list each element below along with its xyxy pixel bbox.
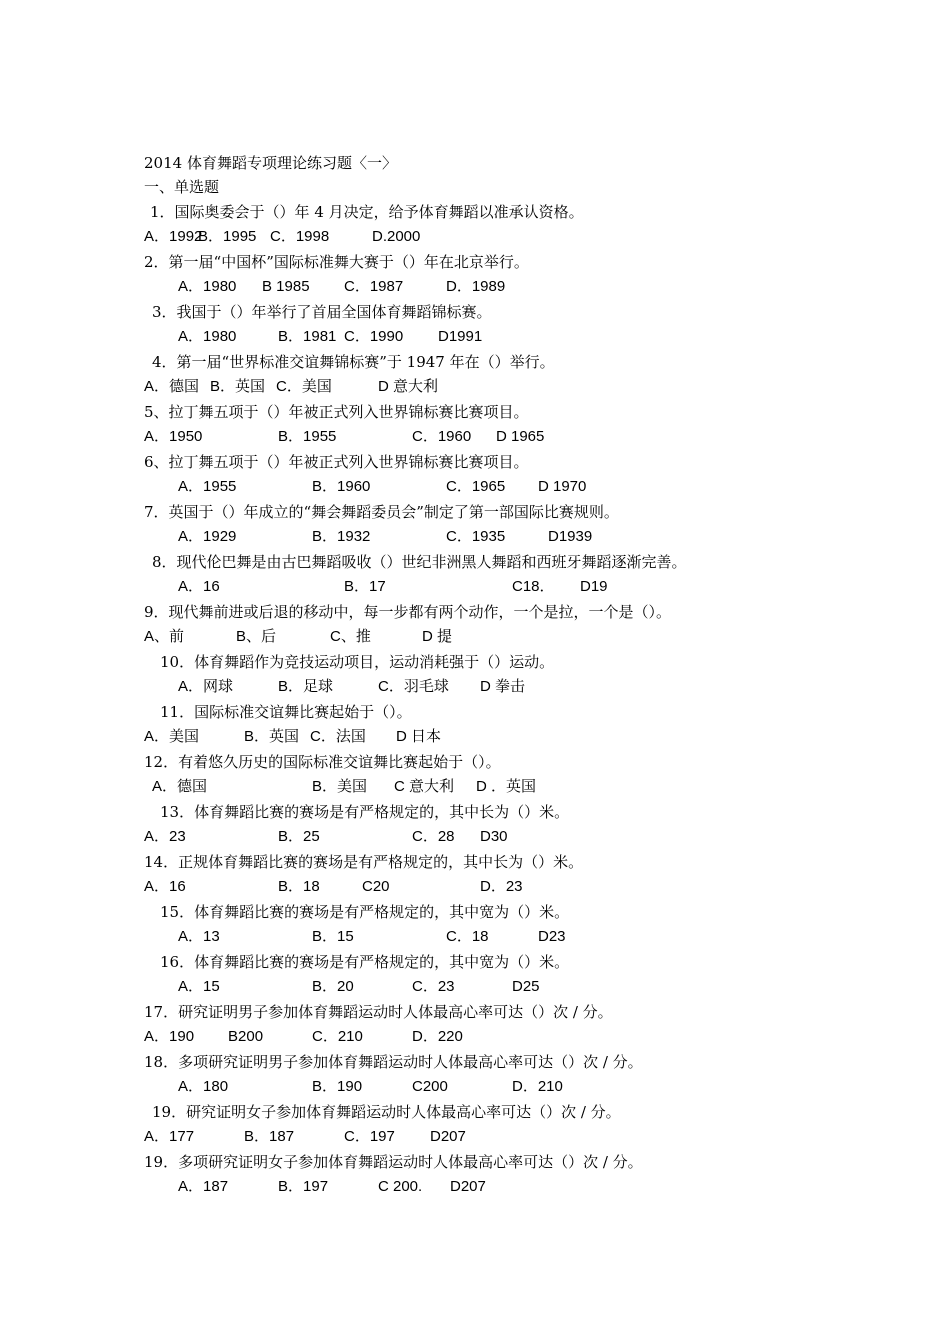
section-heading: 一、单选题 bbox=[144, 178, 220, 196]
question-7-option-a: A．1929 bbox=[178, 528, 237, 545]
question-15-text: 15．体育舞蹈比赛的赛场是有严格规定的，其中宽为（）米。 bbox=[160, 903, 570, 921]
question-17-option-d: D．220 bbox=[412, 1028, 463, 1045]
question-1-option-c: C．1998 bbox=[270, 228, 330, 245]
question-14-text: 14．正规体育舞蹈比赛的赛场是有严格规定的，其中长为（）米。 bbox=[144, 853, 584, 871]
question-8-option-d: D19 bbox=[580, 578, 608, 595]
question-4-option-b: B．英国 bbox=[210, 378, 266, 395]
question-3-text: 3．我国于（）年举行了首届全国体育舞蹈锦标赛。 bbox=[152, 303, 492, 321]
question-3-option-d: D1991 bbox=[438, 328, 483, 345]
question-15-option-a: A．13 bbox=[178, 928, 220, 945]
question-4-option-c: C．美国 bbox=[276, 378, 332, 395]
question-1-option-d: D.2000 bbox=[372, 228, 421, 245]
question-15-option-d: D23 bbox=[538, 928, 566, 945]
question-20-option-b: B．197 bbox=[278, 1178, 329, 1195]
question-17-option-c: C．210 bbox=[312, 1028, 363, 1045]
question-10-option-b: B．足球 bbox=[278, 678, 334, 695]
question-8-option-a: A．16 bbox=[178, 578, 220, 595]
question-7-option-c: C．1935 bbox=[446, 528, 506, 545]
question-16-option-c: C．23 bbox=[412, 978, 455, 995]
question-13-option-a: A．23 bbox=[144, 828, 186, 845]
question-8-text: 8．现代伦巴舞是由古巴舞蹈吸收（）世纪非洲黑人舞蹈和西班牙舞蹈逐渐完善。 bbox=[152, 553, 687, 571]
question-8-option-b: B．17 bbox=[344, 578, 386, 595]
question-9-option-c: C、推 bbox=[330, 628, 371, 645]
question-17-text: 17．研究证明男子参加体育舞蹈运动时人体最高心率可达（）次 / 分。 bbox=[144, 1003, 613, 1021]
question-15-option-c: C．18 bbox=[446, 928, 489, 945]
question-14-option-d: D．23 bbox=[480, 878, 523, 895]
question-11-text: 11．国际标准交谊舞比赛起始于（）。 bbox=[160, 703, 412, 721]
question-17-option-a: A．190 bbox=[144, 1028, 195, 1045]
question-5-option-b: B．1955 bbox=[278, 428, 337, 445]
question-14-option-b: B．18 bbox=[278, 878, 320, 895]
question-20-option-a: A．187 bbox=[178, 1178, 229, 1195]
question-3-option-a: A．1980 bbox=[178, 328, 237, 345]
question-12-option-a: A．德国 bbox=[152, 778, 208, 795]
question-15-option-b: B．15 bbox=[312, 928, 354, 945]
question-2-text: 2．第一届“中国杯”国际标准舞大赛于（）年在北京举行。 bbox=[144, 253, 529, 271]
question-13-option-c: C．28 bbox=[412, 828, 455, 845]
question-4-text: 4．第一届“世界标准交谊舞锦标赛”于 1947 年在（）举行。 bbox=[152, 353, 555, 371]
question-19-option-c: C．197 bbox=[344, 1128, 395, 1145]
question-6-option-a: A．1955 bbox=[178, 478, 237, 495]
question-16-option-d: D25 bbox=[512, 978, 540, 995]
question-1-text: 1．国际奥委会于（）年 4 月决定，给予体育舞蹈以准承认资格。 bbox=[150, 203, 584, 221]
question-12-text: 12．有着悠久历史的国际标准交谊舞比赛起始于（）。 bbox=[144, 753, 501, 771]
question-6-option-d: D 1970 bbox=[538, 478, 587, 495]
question-1-option-a: A．1992 bbox=[144, 228, 203, 245]
question-18-option-b: B．190 bbox=[312, 1078, 363, 1095]
question-4-option-a: A．德国 bbox=[144, 378, 200, 395]
question-9-text: 9．现代舞前进或后退的移动中，每一步都有两个动作，一个是拉，一个是（）。 bbox=[144, 603, 672, 621]
question-3-option-b: B．1981 bbox=[278, 328, 337, 345]
question-10-text: 10．体育舞蹈作为竞技运动项目，运动消耗强于（）运动。 bbox=[160, 653, 555, 671]
question-20-text: 19．多项研究证明女子参加体育舞蹈运动时人体最高心率可达（）次 / 分。 bbox=[144, 1153, 643, 1171]
question-5-text: 5、拉丁舞五项于（）年被正式列入世界锦标赛比赛项目。 bbox=[144, 403, 529, 421]
question-5-option-d: D 1965 bbox=[496, 428, 545, 445]
question-11-option-a: A．美国 bbox=[144, 728, 200, 745]
question-3-option-c: C．1990 bbox=[344, 328, 404, 345]
question-13-text: 13．体育舞蹈比赛的赛场是有严格规定的，其中长为（）米。 bbox=[160, 803, 570, 821]
question-9-option-d: D 提 bbox=[422, 628, 453, 645]
question-9-option-b: B、后 bbox=[236, 628, 277, 645]
question-12-option-b: B．美国 bbox=[312, 778, 368, 795]
question-10-option-d: D 拳击 bbox=[480, 678, 526, 695]
question-10-option-a: A．网球 bbox=[178, 678, 234, 695]
question-2-option-c: C．1987 bbox=[344, 278, 404, 295]
question-17-option-b: B200 bbox=[228, 1028, 264, 1045]
question-19-option-b: B．187 bbox=[244, 1128, 295, 1145]
question-14-option-c: C20 bbox=[362, 878, 390, 895]
question-19-option-d: D207 bbox=[430, 1128, 466, 1145]
question-16-text: 16．体育舞蹈比赛的赛场是有严格规定的，其中宽为（）米。 bbox=[160, 953, 570, 971]
question-2-option-d: D．1989 bbox=[446, 278, 506, 295]
question-5-option-c: C．1960 bbox=[412, 428, 472, 445]
question-19-option-a: A．177 bbox=[144, 1128, 195, 1145]
question-7-text: 7．英国于（）年成立的“舞会舞蹈委员会”制定了第一部国际比赛规则。 bbox=[144, 503, 619, 521]
question-6-text: 6、拉丁舞五项于（）年被正式列入世界锦标赛比赛项目。 bbox=[144, 453, 529, 471]
question-13-option-d: D30 bbox=[480, 828, 508, 845]
question-12-option-d: D ．英国 bbox=[476, 778, 537, 795]
question-16-option-b: B．20 bbox=[312, 978, 354, 995]
question-5-option-a: A．1950 bbox=[144, 428, 203, 445]
question-18-option-a: A．180 bbox=[178, 1078, 229, 1095]
question-18-option-d: D．210 bbox=[512, 1078, 563, 1095]
question-4-option-d: D 意大利 bbox=[378, 378, 439, 395]
question-6-option-b: B．1960 bbox=[312, 478, 371, 495]
question-16-option-a: A．15 bbox=[178, 978, 220, 995]
question-11-option-d: D 日本 bbox=[396, 728, 442, 745]
question-1-option-b: B．1995 bbox=[198, 228, 257, 245]
question-9-option-a: A、前 bbox=[144, 628, 185, 645]
question-13-option-b: B．25 bbox=[278, 828, 320, 845]
question-7-option-d: D1939 bbox=[548, 528, 593, 545]
question-7-option-b: B．1932 bbox=[312, 528, 371, 545]
question-11-option-c: C．法国 bbox=[310, 728, 366, 745]
question-12-option-c: C 意大利 bbox=[394, 778, 455, 795]
question-20-option-d: D207 bbox=[450, 1178, 486, 1195]
question-10-option-c: C．羽毛球 bbox=[378, 678, 449, 695]
question-2-option-b: B 1985 bbox=[262, 278, 310, 295]
question-11-option-b: B．英国 bbox=[244, 728, 300, 745]
question-2-option-a: A．1980 bbox=[178, 278, 237, 295]
question-19-text: 19．研究证明女子参加体育舞蹈运动时人体最高心率可达（）次 / 分。 bbox=[152, 1103, 621, 1121]
question-18-option-c: C200 bbox=[412, 1078, 448, 1095]
question-8-option-c: C18． bbox=[512, 578, 555, 595]
document-title: 2014 体育舞蹈专项理论练习题〈一〉 bbox=[144, 154, 397, 172]
question-18-text: 18．多项研究证明男子参加体育舞蹈运动时人体最高心率可达（）次 / 分。 bbox=[144, 1053, 643, 1071]
question-6-option-c: C．1965 bbox=[446, 478, 506, 495]
question-20-option-c: C 200. bbox=[378, 1178, 423, 1195]
question-14-option-a: A．16 bbox=[144, 878, 186, 895]
